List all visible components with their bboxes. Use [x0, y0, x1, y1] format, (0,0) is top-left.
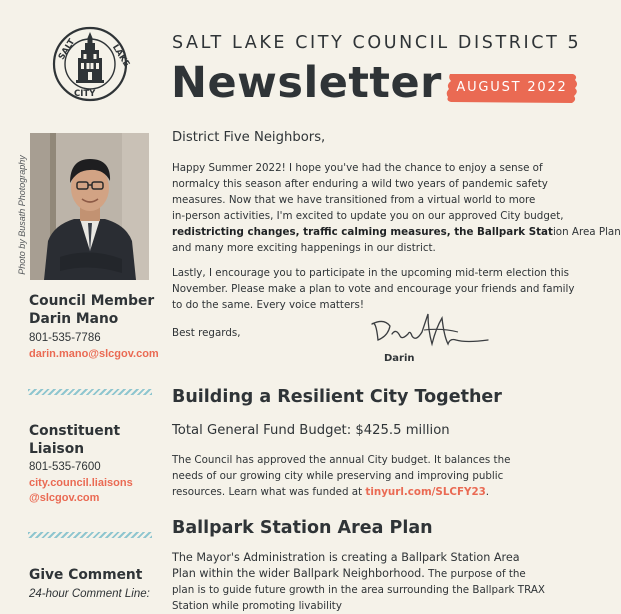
letter-paragraph-1 — [172, 160, 621, 256]
text-fragment: . — [485, 486, 490, 498]
letter-paragraph-2 — [172, 265, 574, 313]
ballpark-paragraph — [172, 550, 545, 614]
budget-paragraph — [172, 452, 510, 500]
text-line — [172, 566, 545, 582]
text-fragment: Plan within the wider Ballpark Neighborhood. — [172, 567, 425, 580]
budget-subheading: Total General Fund Budget: $425.5 million — [172, 423, 450, 438]
text-line: November. Please make a plan to vote and encourage your friends and family — [172, 283, 575, 295]
text-line: normalcy this season after enduring a wild two years of pandemic safety — [172, 178, 548, 190]
section-heading-budget: Building a Resilient City Together — [172, 387, 502, 407]
letter-greeting: District Five Neighbors, — [172, 130, 326, 145]
text-line: needs of our growing city while preserving and improving public — [172, 470, 504, 482]
handwritten-signature — [366, 310, 492, 354]
sidebar-divider — [28, 389, 152, 395]
text-line — [172, 224, 621, 240]
text-line: The Mayor's Administration is creating a Ballpark Station Area — [172, 551, 520, 564]
text-fragment: The purpose of the — [424, 568, 526, 580]
liaison-title: Constituent — [29, 423, 121, 439]
text-line: and many more exciting happenings in our district. — [172, 242, 436, 254]
salt-lake-city-seal-logo — [52, 26, 132, 102]
text-line: measures. Now that we have transitioned from a virtual world to more — [172, 194, 536, 206]
text-fragment: resources. Learn what was funded at — [172, 486, 366, 498]
newsletter-title: Newsletter — [171, 58, 442, 108]
text-line: to do the same. Every voice matters! — [172, 299, 365, 311]
text-line: Happy Summer 2022! I hope you've had the chance to enjoy a sense of — [172, 162, 543, 174]
text-line: Lastly, I encourage you to participate in the upcoming mid-term election this — [172, 267, 570, 279]
member-email-link[interactable]: darin.mano@slcgov.com — [29, 348, 159, 360]
member-name: Darin Mano — [29, 311, 119, 327]
text-line: plan is to guide future growth in the area surrounding the Ballpark TRAX — [172, 584, 545, 596]
svg-text:CITY: CITY — [74, 89, 96, 99]
photo-credit: Photo by Busath Photography — [16, 155, 27, 275]
text-line: Station while promoting livability — [172, 600, 342, 612]
liaison-email-link[interactable]: city.council.liaisons — [29, 477, 133, 489]
svg-text:LAKE: LAKE — [109, 42, 132, 69]
section-heading-ballpark: Ballpark Station Area Plan — [172, 518, 433, 538]
comment-line-label: 24-hour Comment Line: — [29, 588, 150, 600]
highlighted-topics: redistricting changes, traffic calming measures, the Ballpark Stat — [172, 226, 553, 238]
text-line: The Council has approved the annual City budget. It balances the — [172, 454, 511, 466]
letter-closing: Best regards, — [172, 327, 241, 339]
budget-link[interactable]: tinyurl.com/SLCFY23 — [365, 486, 486, 498]
svg-text:SALT: SALT — [56, 37, 78, 62]
member-role: Council Member — [29, 293, 155, 309]
text-line: in-person activities, I'm excited to update you on our approved City budget, — [172, 210, 564, 222]
liaison-phone: 801-535-7600 — [29, 461, 101, 473]
text-fragment: ion Area Plan — [552, 226, 621, 238]
signature-name: Darin — [384, 353, 415, 364]
sidebar-divider — [28, 532, 152, 538]
issue-date: AUGUST 2022 — [456, 80, 568, 95]
give-comment-title: Give Comment — [29, 567, 143, 583]
council-member-photo — [30, 133, 149, 280]
text-line — [172, 484, 510, 500]
liaison-email-link-line2[interactable]: @slcgov.com — [29, 492, 100, 504]
liaison-title-line2: Liaison — [29, 441, 85, 457]
newsletter-kicker: SALT LAKE CITY COUNCIL DISTRICT 5 — [172, 33, 582, 53]
member-phone: 801-535-7786 — [29, 332, 101, 344]
